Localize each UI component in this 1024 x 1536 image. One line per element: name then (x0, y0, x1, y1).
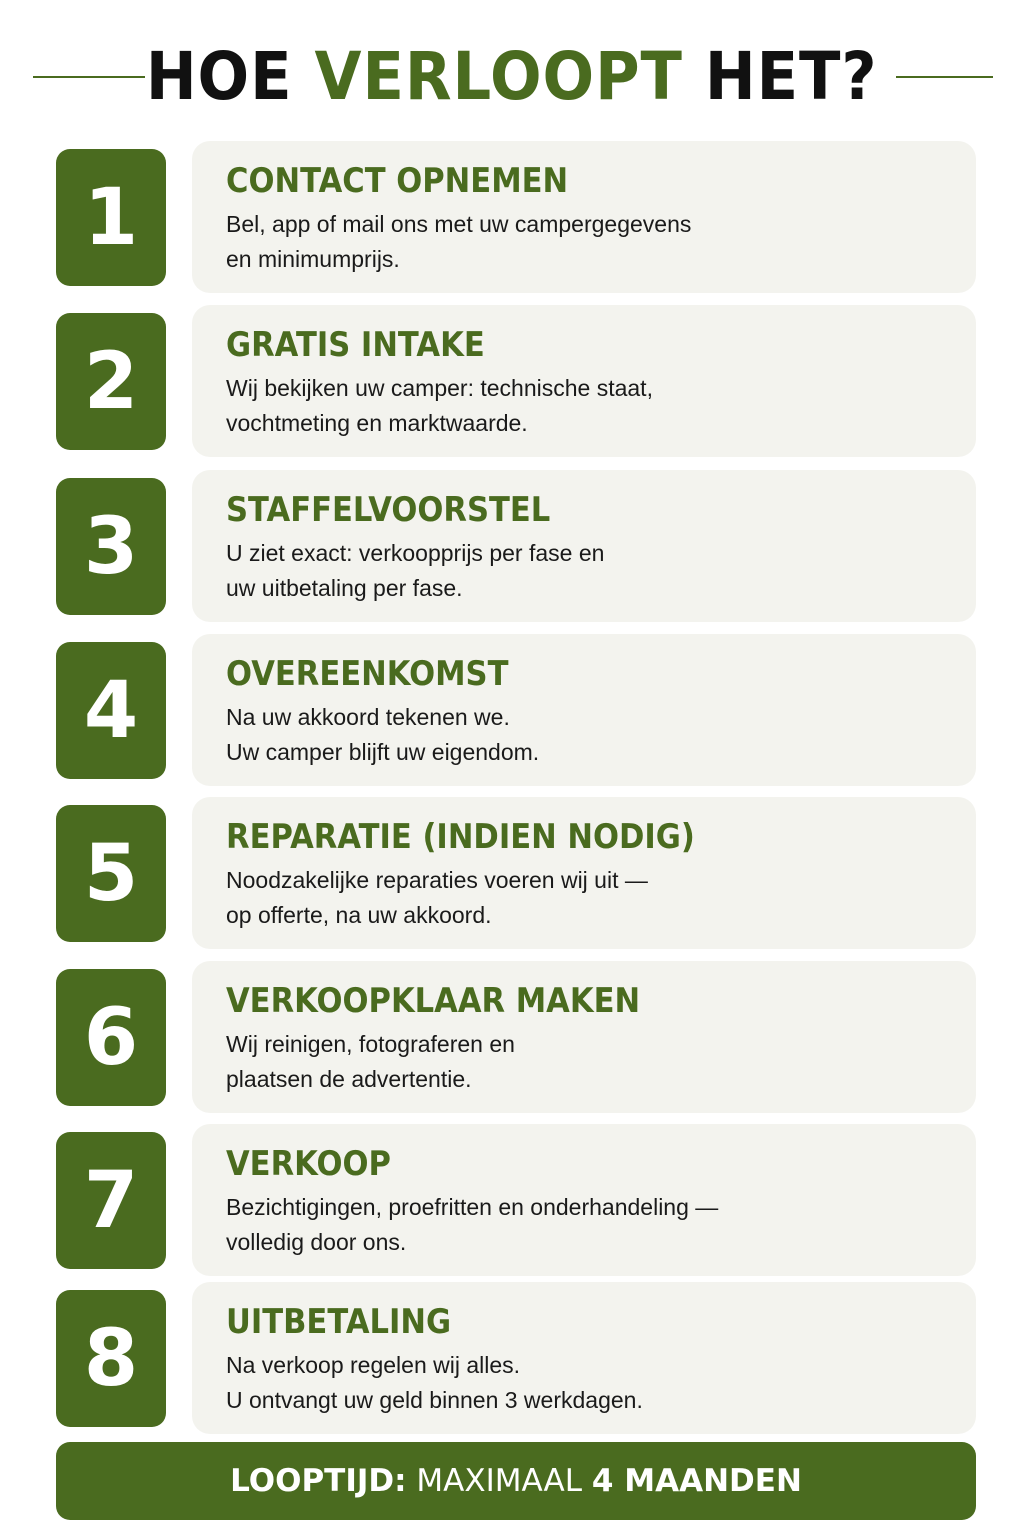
step-description-line-2: volledig door ons. (226, 1229, 407, 1255)
step-1 (56, 141, 976, 293)
step-3 (56, 470, 976, 622)
step-number-badge: 8 (56, 1290, 166, 1427)
step-number-badge: 7 (56, 1132, 166, 1269)
step-number-badge: 5 (56, 805, 166, 942)
step-description-line-2: op offerte, na uw akkoord. (226, 902, 492, 928)
step-description (226, 1190, 946, 1260)
step-number-badge: 3 (56, 478, 166, 615)
step-description-line-2: uw uitbetaling per fase. (226, 575, 463, 601)
duration-qualifier: MAXIMAAL (416, 1463, 583, 1499)
page-title (146, 38, 878, 115)
step-card (192, 141, 976, 293)
step-description-line-2: U ontvangt uw geld binnen 3 werkdagen. (226, 1387, 643, 1413)
step-description-line-1: Na verkoop regelen wij alles. (226, 1352, 521, 1378)
duration-label: LOOPTIJD: (230, 1463, 407, 1499)
step-description-line-1: Wij reinigen, fotograferen en (226, 1031, 515, 1057)
step-title: REPARATIE (INDIEN NODIG) (226, 817, 695, 857)
title-part-2: HET? (705, 37, 878, 115)
step-2 (56, 305, 976, 457)
step-description (226, 207, 946, 277)
step-description-line-2: plaatsen de advertentie. (226, 1066, 472, 1092)
step-description (226, 700, 946, 770)
step-title: OVEREENKOMST (226, 654, 509, 694)
step-title: GRATIS INTAKE (226, 325, 485, 365)
step-description-line-1: U ziet exact: verkoopprijs per fase en (226, 540, 605, 566)
step-card (192, 470, 976, 622)
step-8 (56, 1282, 976, 1434)
step-title: CONTACT OPNEMEN (226, 161, 569, 201)
step-number-badge: 2 (56, 313, 166, 450)
step-title: VERKOOPKLAAR MAKEN (226, 981, 641, 1021)
step-card (192, 305, 976, 457)
step-description (226, 371, 946, 441)
step-card (192, 961, 976, 1113)
title-accent: VERLOOPT (314, 37, 684, 115)
step-title: STAFFELVOORSTEL (226, 490, 551, 530)
step-description (226, 1348, 946, 1418)
step-title: UITBETALING (226, 1302, 452, 1342)
step-description-line-1: Na uw akkoord tekenen we. (226, 704, 510, 730)
step-description-line-1: Bezichtigingen, proefritten en onderhandeling — (226, 1194, 719, 1220)
step-number-badge: 1 (56, 149, 166, 286)
header-rule-left (33, 76, 145, 78)
step-description (226, 1027, 946, 1097)
duration-value: 4 MAANDEN (591, 1463, 802, 1499)
step-description-line-2: en minimumprijs. (226, 246, 400, 272)
step-description-line-1: Noodzakelijke reparaties voeren wij uit — (226, 867, 648, 893)
step-6 (56, 961, 976, 1113)
step-card (192, 1124, 976, 1276)
step-description (226, 536, 946, 606)
step-number-badge: 4 (56, 642, 166, 779)
step-description-line-2: Uw camper blijft uw eigendom. (226, 739, 540, 765)
step-number-badge: 6 (56, 969, 166, 1106)
step-card (192, 797, 976, 949)
duration-banner (56, 1442, 976, 1520)
step-4 (56, 634, 976, 786)
step-description (226, 863, 946, 933)
step-description-line-1: Bel, app of mail ons met uw campergegevens (226, 211, 692, 237)
title-part-1: HOE (146, 37, 293, 115)
step-title: VERKOOP (226, 1144, 391, 1184)
page-header (0, 30, 1024, 122)
step-7 (56, 1124, 976, 1276)
step-card (192, 634, 976, 786)
step-5 (56, 797, 976, 949)
header-rule-right (896, 76, 993, 78)
step-card (192, 1282, 976, 1434)
step-description-line-1: Wij bekijken uw camper: technische staat, (226, 375, 653, 401)
step-description-line-2: vochtmeting en marktwaarde. (226, 410, 528, 436)
